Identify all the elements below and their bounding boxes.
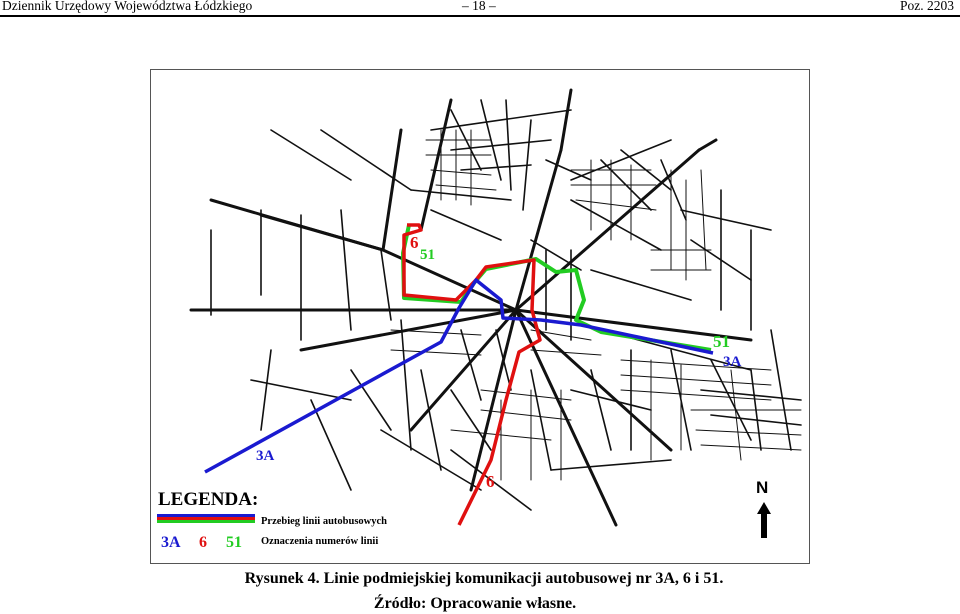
- route-51-label-east: 51: [713, 332, 730, 351]
- page-number: – 18 –: [462, 0, 496, 13]
- route-3A-label-west: 3A: [256, 448, 275, 464]
- figure-caption: Rysunek 4. Linie podmiejskiej komunikacji autobusowej nr 3A, 6 i 51.: [244, 570, 724, 587]
- city-map: [150, 69, 810, 564]
- legend-number-6: 6: [199, 534, 207, 551]
- legend-route-desc: Przebieg linii autobusowych: [261, 516, 388, 527]
- map-legend: [157, 489, 387, 551]
- north-label: N: [756, 478, 769, 497]
- route-51-label-north: 51: [420, 247, 435, 263]
- legend-swatch-3A: [157, 514, 255, 517]
- north-arrow-icon: [756, 478, 771, 538]
- legend-number-3A: 3A: [161, 534, 181, 551]
- legend-number-51: 51: [226, 534, 242, 551]
- header-rule: [0, 15, 960, 17]
- journal-title: Dziennik Urzędowy Województwa Łódzkiego: [2, 0, 253, 13]
- legend-title: LEGENDA:: [158, 489, 259, 510]
- route-6-label-south: 6: [486, 472, 495, 491]
- street-network: [191, 90, 801, 525]
- legend-numbers-desc: Oznaczenia numerów linii: [261, 536, 379, 547]
- position-number: Poz. 2203: [900, 0, 954, 13]
- route-3A-label-east: 3A: [723, 354, 742, 370]
- route-51: [403, 225, 711, 350]
- route-6-label-north: 6: [410, 233, 419, 252]
- legend-swatch-51: [157, 520, 255, 523]
- page-header: [0, 0, 960, 16]
- legend-swatch-6: [157, 517, 255, 520]
- map-svg: [151, 70, 810, 564]
- figure-source: Źródło: Opracowanie własne.: [373, 595, 577, 612]
